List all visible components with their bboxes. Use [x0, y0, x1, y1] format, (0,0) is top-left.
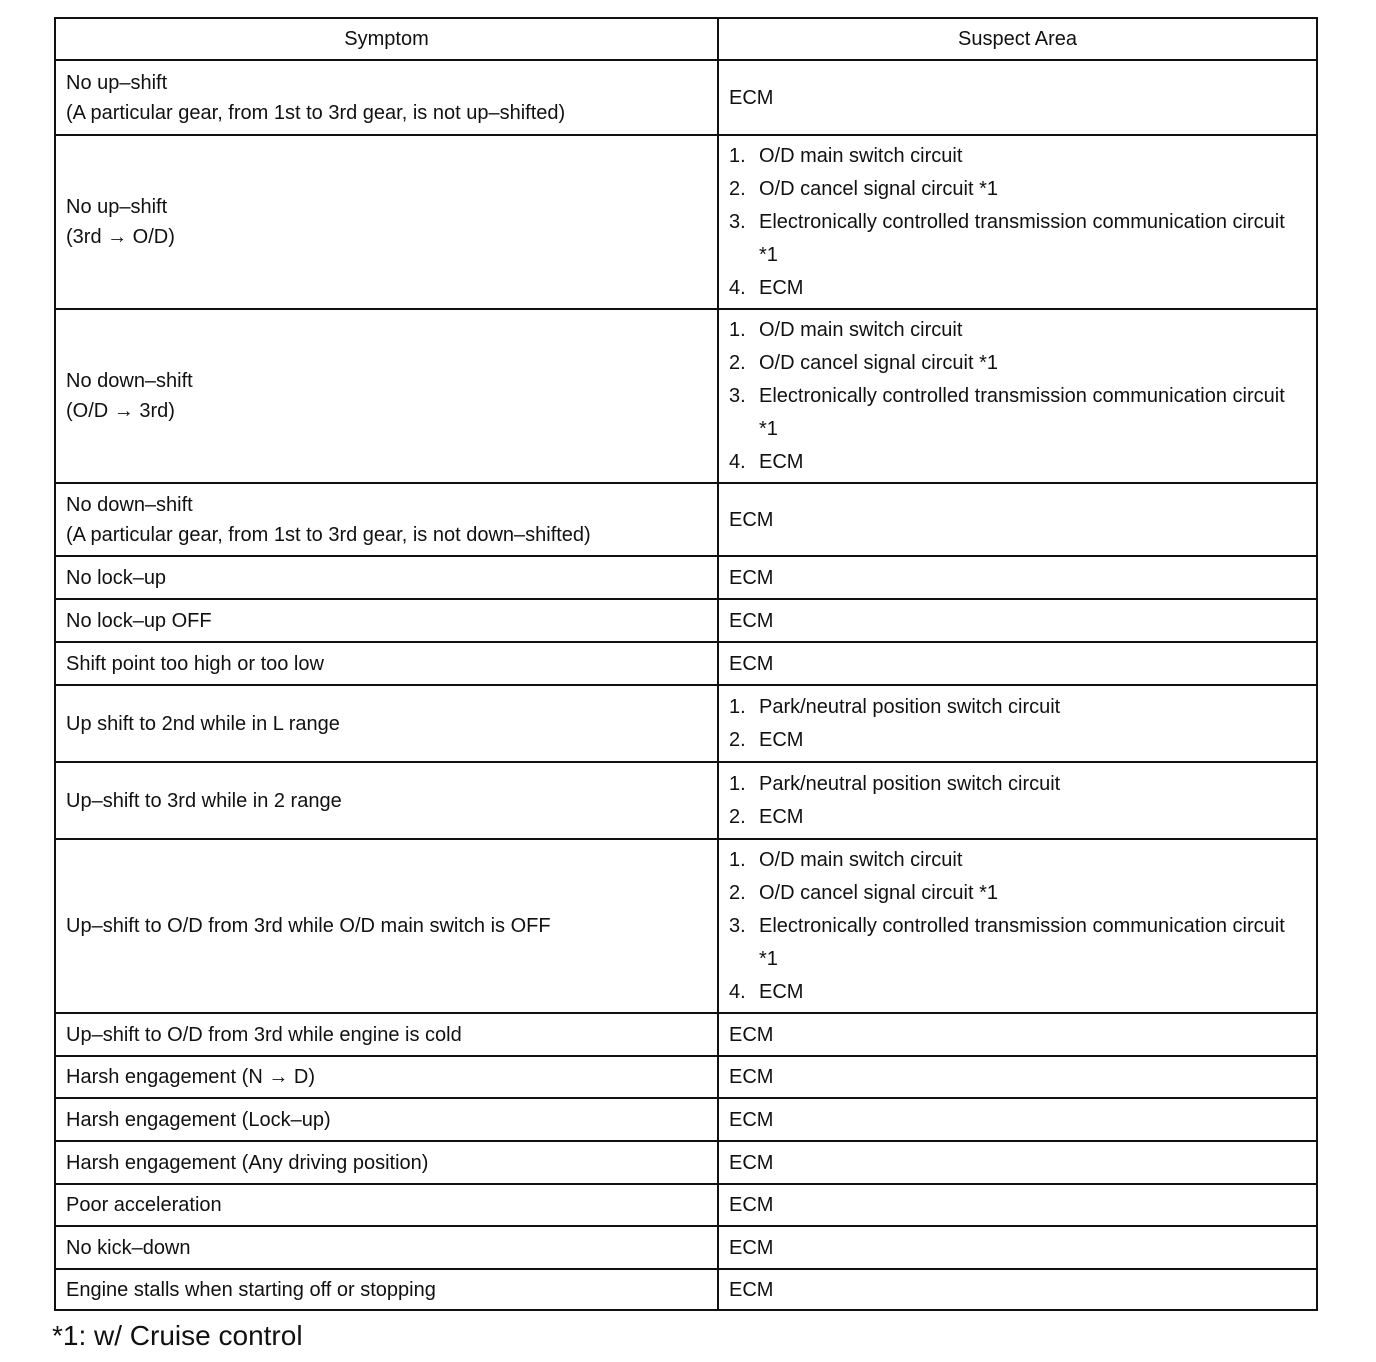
table-row [55, 839, 1317, 1013]
list-item-number: 3. [729, 210, 746, 233]
list-item-number: 2. [729, 728, 746, 751]
list-item-number: 3. [729, 384, 746, 407]
symptom-text: Up–shift to O/D from 3rd while engine is cold [66, 1023, 462, 1046]
suspect-area-list-item [729, 768, 1306, 801]
suspect-area-list-item [729, 877, 1306, 910]
suspect-area-cell [718, 1269, 1317, 1310]
symptom-text: (A particular gear, from 1st to 3rd gear, is not down–shifted) [66, 523, 591, 546]
suspect-area-text: ECM [729, 1194, 774, 1216]
suspect-area-text: ECM [729, 1236, 774, 1259]
suspect-area-text: ECM [729, 1108, 774, 1131]
suspect-area-text: ECM [729, 508, 774, 531]
symptom-cell [55, 642, 718, 685]
list-item-number: 2. [729, 177, 746, 200]
suspect-area-text: O/D cancel signal circuit *1 [759, 351, 998, 374]
suspect-area-text: ECM [759, 805, 804, 828]
suspect-area-list [729, 140, 1306, 305]
symptom-cell [55, 599, 718, 642]
suspect-area-list [729, 768, 1306, 834]
table-row [55, 1269, 1317, 1310]
suspect-area-text: O/D main switch circuit [759, 848, 963, 871]
suspect-area-list-item [729, 446, 1306, 479]
symptom-column-header: Symptom [55, 18, 718, 60]
symptom-text: Up–shift to O/D from 3rd while O/D main switch is OFF [66, 915, 551, 937]
symptom-text: Harsh engagement (Any driving position) [66, 1151, 429, 1174]
suspect-area-text: Electronically controlled transmission communication circuit *1 [759, 210, 1285, 266]
suspect-area-cell [718, 642, 1317, 685]
table-row [55, 309, 1317, 483]
suspect-area-text: O/D cancel signal circuit *1 [759, 177, 998, 200]
symptom-cell [55, 483, 718, 556]
symptom-text: (3rd → O/D) [66, 226, 175, 248]
table-row [55, 1184, 1317, 1226]
table-header-row [55, 18, 1317, 60]
symptom-cell [55, 1226, 718, 1269]
symptom-text: Harsh engagement (Lock–up) [66, 1108, 331, 1131]
symptom-cell [55, 685, 718, 762]
suspect-area-list-item [729, 380, 1306, 446]
table-row [55, 483, 1317, 556]
suspect-area-text: ECM [729, 1278, 774, 1301]
suspect-area-cell [718, 60, 1317, 135]
suspect-area-text: Park/neutral position switch circuit [759, 695, 1061, 718]
suspect-area-cell [718, 599, 1317, 642]
suspect-area-list-item [729, 691, 1306, 724]
symptom-cell [55, 556, 718, 599]
suspect-area-cell [718, 1141, 1317, 1184]
suspect-area-cell [718, 483, 1317, 556]
suspect-area-text: ECM [729, 566, 774, 589]
suspect-area-list-item [729, 844, 1306, 877]
list-item-number: 1. [729, 144, 746, 167]
table-body [55, 60, 1317, 1310]
suspect-area-list-item [729, 801, 1306, 834]
symptom-text: No up–shift [66, 196, 168, 218]
suspect-area-cell [718, 309, 1317, 483]
list-item-number: 2. [729, 881, 746, 904]
table-row [55, 1141, 1317, 1184]
suspect-area-table-wrapper [54, 17, 1316, 1311]
list-item-number: 1. [729, 848, 746, 871]
symptom-cell [55, 135, 718, 309]
suspect-area-cell [718, 1184, 1317, 1226]
suspect-area-list-item [729, 272, 1306, 305]
symptom-text: No lock–up [66, 566, 167, 589]
list-item-number: 1. [729, 772, 746, 795]
suspect-area-text: ECM [759, 980, 804, 1003]
suspect-area-cell [718, 135, 1317, 309]
symptom-text: Up–shift to 3rd while in 2 range [66, 789, 342, 812]
table-row [55, 1013, 1317, 1056]
suspect-area-text: ECM [729, 1151, 774, 1174]
suspect-area-list-item [729, 910, 1306, 976]
suspect-area-text: ECM [759, 276, 804, 299]
symptom-text: No kick–down [66, 1236, 191, 1259]
symptom-text: (O/D → 3rd) [66, 400, 175, 422]
suspect-area-text: ECM [759, 450, 804, 473]
table-row [55, 135, 1317, 309]
suspect-area-list [729, 314, 1306, 479]
suspect-area-text: Electronically controlled transmission communication circuit *1 [759, 384, 1285, 440]
suspect-area-cell [718, 762, 1317, 839]
table-row [55, 762, 1317, 839]
suspect-area-cell [718, 839, 1317, 1013]
symptom-cell [55, 839, 718, 1013]
suspect-area-text: O/D cancel signal circuit *1 [759, 881, 998, 904]
symptom-text: Engine stalls when starting off or stopping [66, 1278, 436, 1301]
symptom-cell [55, 1269, 718, 1310]
table-row [55, 1056, 1317, 1098]
list-item-number: 4. [729, 450, 746, 473]
suspect-area-text: ECM [759, 728, 804, 751]
suspect-area-text: Electronically controlled transmission communication circuit *1 [759, 914, 1285, 970]
symptom-text: (A particular gear, from 1st to 3rd gear, is not up–shifted) [66, 101, 566, 124]
symptom-text: Shift point too high or too low [66, 652, 324, 675]
symptom-cell [55, 309, 718, 483]
list-item-number: 1. [729, 318, 746, 341]
list-item-number: 3. [729, 914, 746, 937]
table-row [55, 685, 1317, 762]
suspect-area-text: ECM [729, 609, 774, 632]
suspect-area-list-item [729, 206, 1306, 272]
suspect-area-text: ECM [729, 652, 774, 675]
symptom-cell [55, 1184, 718, 1226]
suspect-area-list-item [729, 314, 1306, 347]
suspect-area-cell [718, 556, 1317, 599]
table-row [55, 556, 1317, 599]
suspect-area-text: ECM [729, 1023, 774, 1046]
suspect-area-text: ECM [729, 1066, 774, 1088]
symptom-text: No lock–up OFF [66, 609, 212, 632]
suspect-area-table [54, 17, 1318, 1311]
suspect-area-text: O/D main switch circuit [759, 318, 963, 341]
table-row [55, 642, 1317, 685]
symptom-text: No down–shift [66, 370, 193, 392]
suspect-area-cell [718, 1056, 1317, 1098]
suspect-area-list-item [729, 976, 1306, 1009]
suspect-area-list-item [729, 724, 1306, 757]
list-item-number: 2. [729, 351, 746, 374]
symptom-text: No up–shift [66, 71, 168, 94]
symptom-cell [55, 60, 718, 135]
list-item-number: 4. [729, 276, 746, 299]
suspect-area-list [729, 844, 1306, 1009]
suspect-area-column-header: Suspect Area [718, 18, 1317, 60]
suspect-area-list [729, 691, 1306, 757]
footnote: *1: w/ Cruise control [52, 1320, 303, 1351]
suspect-area-list-item [729, 173, 1306, 206]
symptom-cell [55, 1141, 718, 1184]
suspect-area-cell [718, 1098, 1317, 1141]
symptom-text: Up shift to 2nd while in L range [66, 712, 340, 735]
table-row [55, 1226, 1317, 1269]
symptom-text: Poor acceleration [66, 1194, 222, 1216]
suspect-area-text: ECM [729, 86, 774, 109]
suspect-area-cell [718, 685, 1317, 762]
symptom-cell [55, 1056, 718, 1098]
suspect-area-cell [718, 1013, 1317, 1056]
symptom-cell [55, 1013, 718, 1056]
symptom-cell [55, 762, 718, 839]
list-item-number: 1. [729, 695, 746, 718]
suspect-area-cell [718, 1226, 1317, 1269]
table-row [55, 1098, 1317, 1141]
symptom-cell [55, 1098, 718, 1141]
symptom-text: Harsh engagement (N → D) [66, 1066, 315, 1088]
suspect-area-text: O/D main switch circuit [759, 144, 963, 167]
list-item-number: 2. [729, 805, 746, 828]
suspect-area-list-item [729, 140, 1306, 173]
list-item-number: 4. [729, 980, 746, 1003]
suspect-area-list-item [729, 347, 1306, 380]
suspect-area-text: Park/neutral position switch circuit [759, 772, 1061, 795]
table-row [55, 599, 1317, 642]
symptom-text: No down–shift [66, 493, 193, 516]
table-row [55, 60, 1317, 135]
